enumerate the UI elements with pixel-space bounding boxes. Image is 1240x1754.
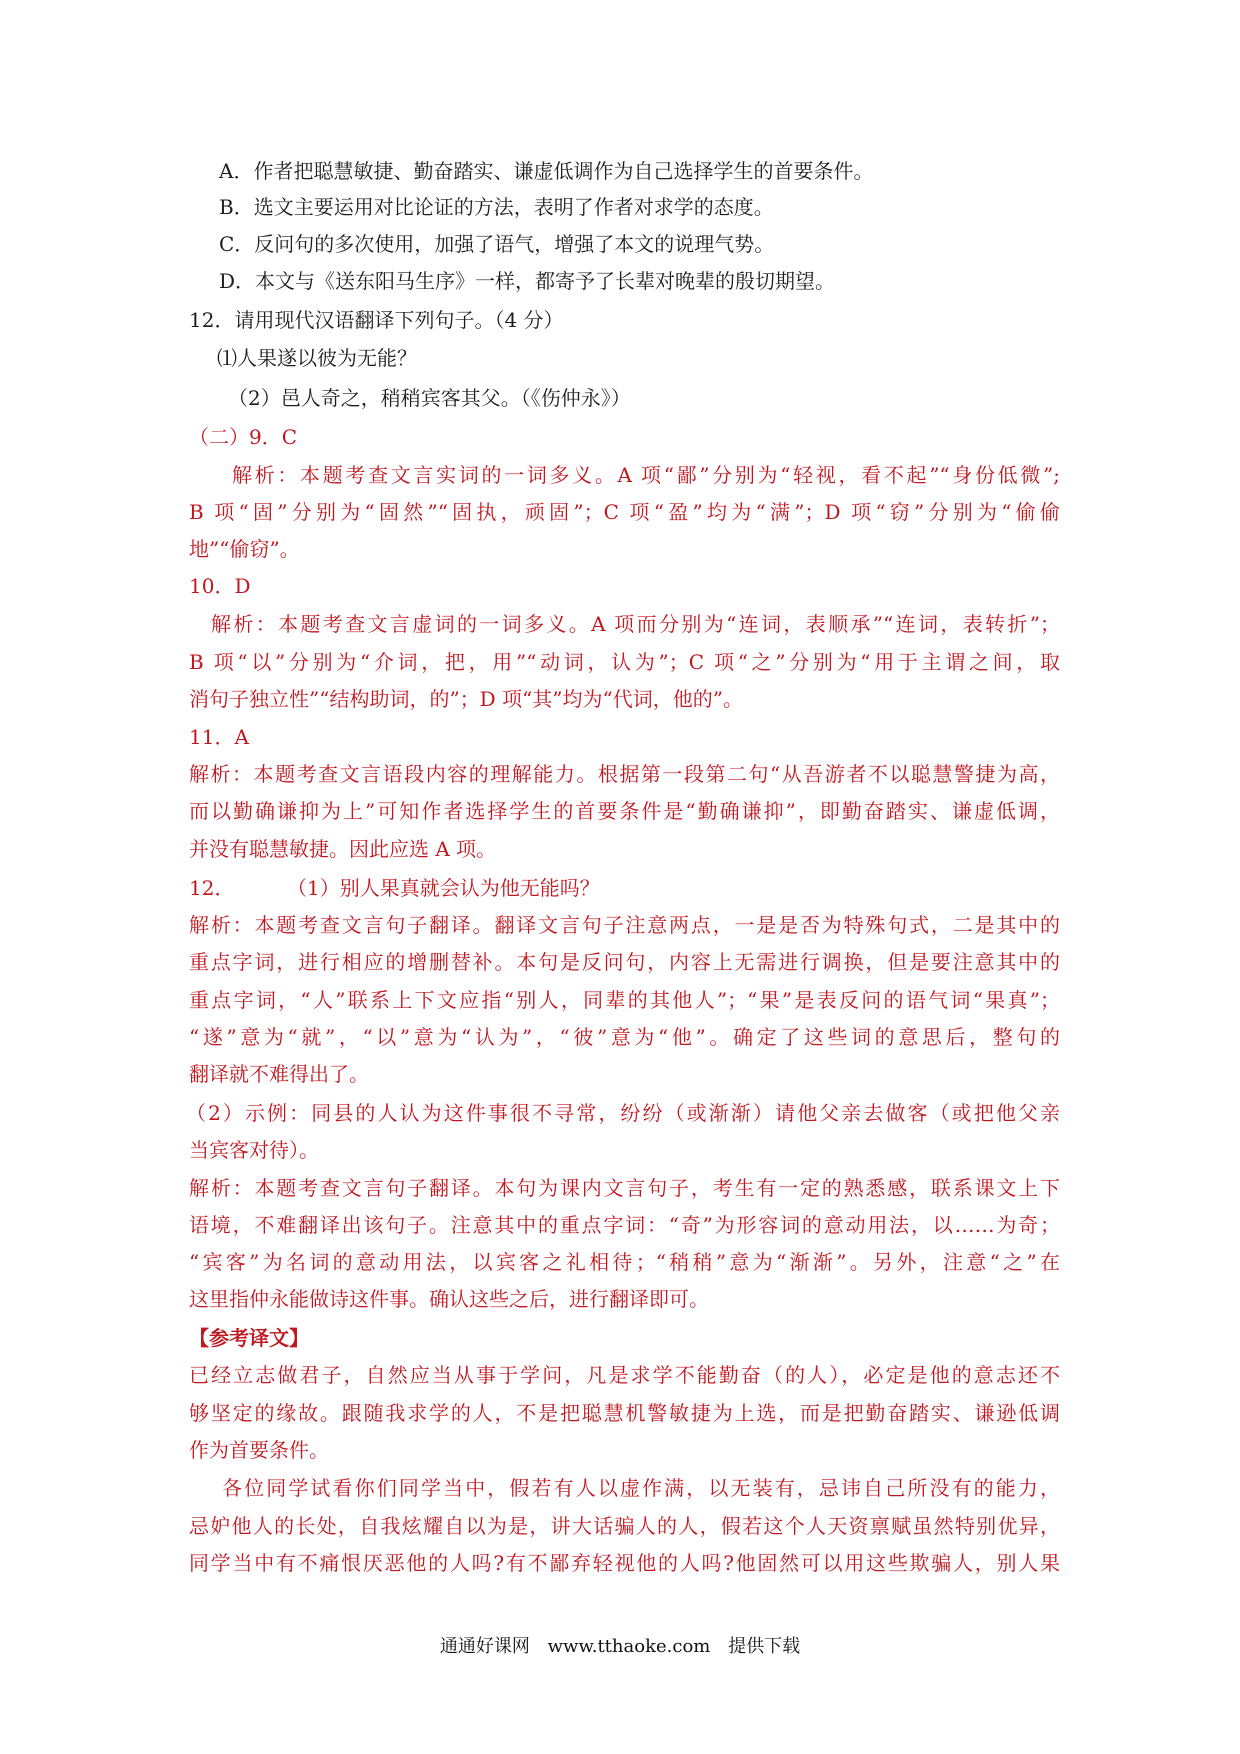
answer-10-label: 10．D (189, 574, 251, 598)
answer-12-label: 12． (189, 876, 235, 900)
q12-prompt: 12．请用现代汉语翻译下列句子。（4 分） (189, 308, 564, 332)
answer-12-analysis-line: 重点字词，“人”联系上下文应指“别人，同辈的其他人”；“果”是表反问的语气词“果真”； (189, 988, 1060, 1012)
answer-9-analysis-line: 地”“偷窃”。 (189, 537, 300, 561)
footer-url[interactable]: www.tthaoke.com (547, 1636, 711, 1657)
translation-line: 够坚定的缘故。跟随我求学的人，不是把聪慧机警敏捷为上选，而是把勤奋踏实、谦逊低调 (189, 1401, 1060, 1425)
answer-12-part-2: 当宾客对待）。 (189, 1138, 319, 1162)
q11-option-a: A．作者把聪慧敏捷、勤奋踏实、谦虚低调作为自己选择学生的首要条件。 (219, 159, 874, 183)
answer-9-analysis-line: B 项“固”分别为“固然”“固执，顽固”；C 项“盈”均为“满”；D 项“窃”分别为“偷偷 (189, 500, 1060, 524)
footer-site-name: 通通好课网 (439, 1636, 530, 1657)
translation-line: 忌妒他人的长处，自我炫耀自以为是，讲大话骗人的人，假若这个人天资禀赋虽然特别优异， (189, 1514, 1060, 1538)
answer-12-analysis-line: 语境，不难翻译出该句子。注意其中的重点字词：“奇”为形容词的意动用法，以……为奇； (189, 1213, 1060, 1237)
q11-option-d: D．本文与《送东阳马生序》一样，都寄予了长辈对晚辈的殷切期望。 (219, 269, 836, 293)
answer-11-analysis-line: 解析：本题考查文言语段内容的理解能力。根据第一段第二句“从吾游者不以聪慧警捷为高， (189, 762, 1060, 786)
answer-9-label: （二）9．C (189, 425, 298, 449)
answer-12-analysis-line: 重点字词，进行相应的增删替补。本句是反问句，内容上无需进行调换，但是要注意其中的 (189, 950, 1060, 974)
answer-9-analysis-line: 解析：本题考查文言实词的一词多义。A 项“鄙”分别为“轻视，看不起”“身份低微”; (232, 463, 1060, 487)
answer-12-part-1: （1）别人果真就会认为他无能吗？ (287, 876, 600, 900)
answer-12-analysis-line: 翻译就不难得出了。 (189, 1062, 369, 1086)
answer-11-analysis-line: 并没有聪慧敏捷。因此应选 A 项。 (189, 837, 497, 861)
reference-translation-heading: 【参考译文】 (189, 1326, 309, 1350)
answer-10-analysis-line: 解析：本题考查文言虚词的一词多义。A 项而分别为“连词，表顺承”“连词，表转折”； (211, 612, 1060, 636)
answer-10-analysis-line: 消句子独立性”“结构助词，的”；D 项“其”均为“代词，他的”。 (189, 687, 743, 711)
translation-line: 各位同学试看你们同学当中，假若有人以虚作满，以无装有，忌讳自己所没有的能力， (222, 1476, 1060, 1500)
page-footer (0, 1635, 1240, 1659)
answer-10-analysis-line: B 项“以”分别为“介词，把，用”“动词，认为”；C 项“之”分别为“用于主谓之间，取 (189, 650, 1060, 674)
footer-suffix: 提供下载 (728, 1636, 801, 1657)
answer-12-analysis-line: 解析：本题考查文言句子翻译。翻译文言句子注意两点，一是是否为特殊句式，二是其中的 (189, 913, 1060, 937)
translation-line: 作为首要条件。 (189, 1438, 329, 1462)
answer-11-analysis-line: 而以勤确谦抑为上”可知作者选择学生的首要条件是“勤确谦抑”，即勤奋踏实、谦虚低调， (189, 799, 1060, 823)
answer-12-analysis-line: “宾客”为名词的意动用法，以宾客之礼相待；“稍稍”意为“渐渐”。另外，注意“之”在 (189, 1250, 1060, 1274)
answer-12-analysis-line: 这里指仲永能做诗这件事。确认这些之后，进行翻译即可。 (189, 1287, 709, 1311)
answer-12-analysis-line: 解析：本题考查文言句子翻译。本句为课内文言句子，考生有一定的熟悉感，联系课文上下 (189, 1176, 1060, 1200)
q11-option-c: C．反问句的多次使用，加强了语气，增强了本文的说理气势。 (219, 232, 775, 256)
answer-12-analysis-line: “遂”意为“就”，“以”意为“认为”，“彼”意为“他”。确定了这些词的意思后，整句的 (189, 1025, 1060, 1049)
q11-option-b: B．选文主要运用对比论证的方法，表明了作者对求学的态度。 (219, 195, 774, 219)
q12-sentence-1: ⑴人果遂以彼为无能？ (217, 346, 417, 370)
answer-11-label: 11．A (189, 725, 249, 749)
answer-12-part-2: （2）示例：同县的人认为这件事很不寻常，纷纷（或渐渐）请他父亲去做客（或把他父亲 (186, 1101, 1060, 1125)
q12-sentence-2: （2）邑人奇之，稍稍宾客其父。（《伤仲永》） (228, 386, 631, 410)
translation-line: 同学当中有不痛恨厌恶他的人吗?有不鄙弃轻视他的人吗?他固然可以用这些欺骗人，别人果 (189, 1551, 1060, 1575)
translation-line: 已经立志做君子，自然应当从事于学问，凡是求学不能勤奋（的人），必定是他的意志还不 (189, 1363, 1060, 1387)
